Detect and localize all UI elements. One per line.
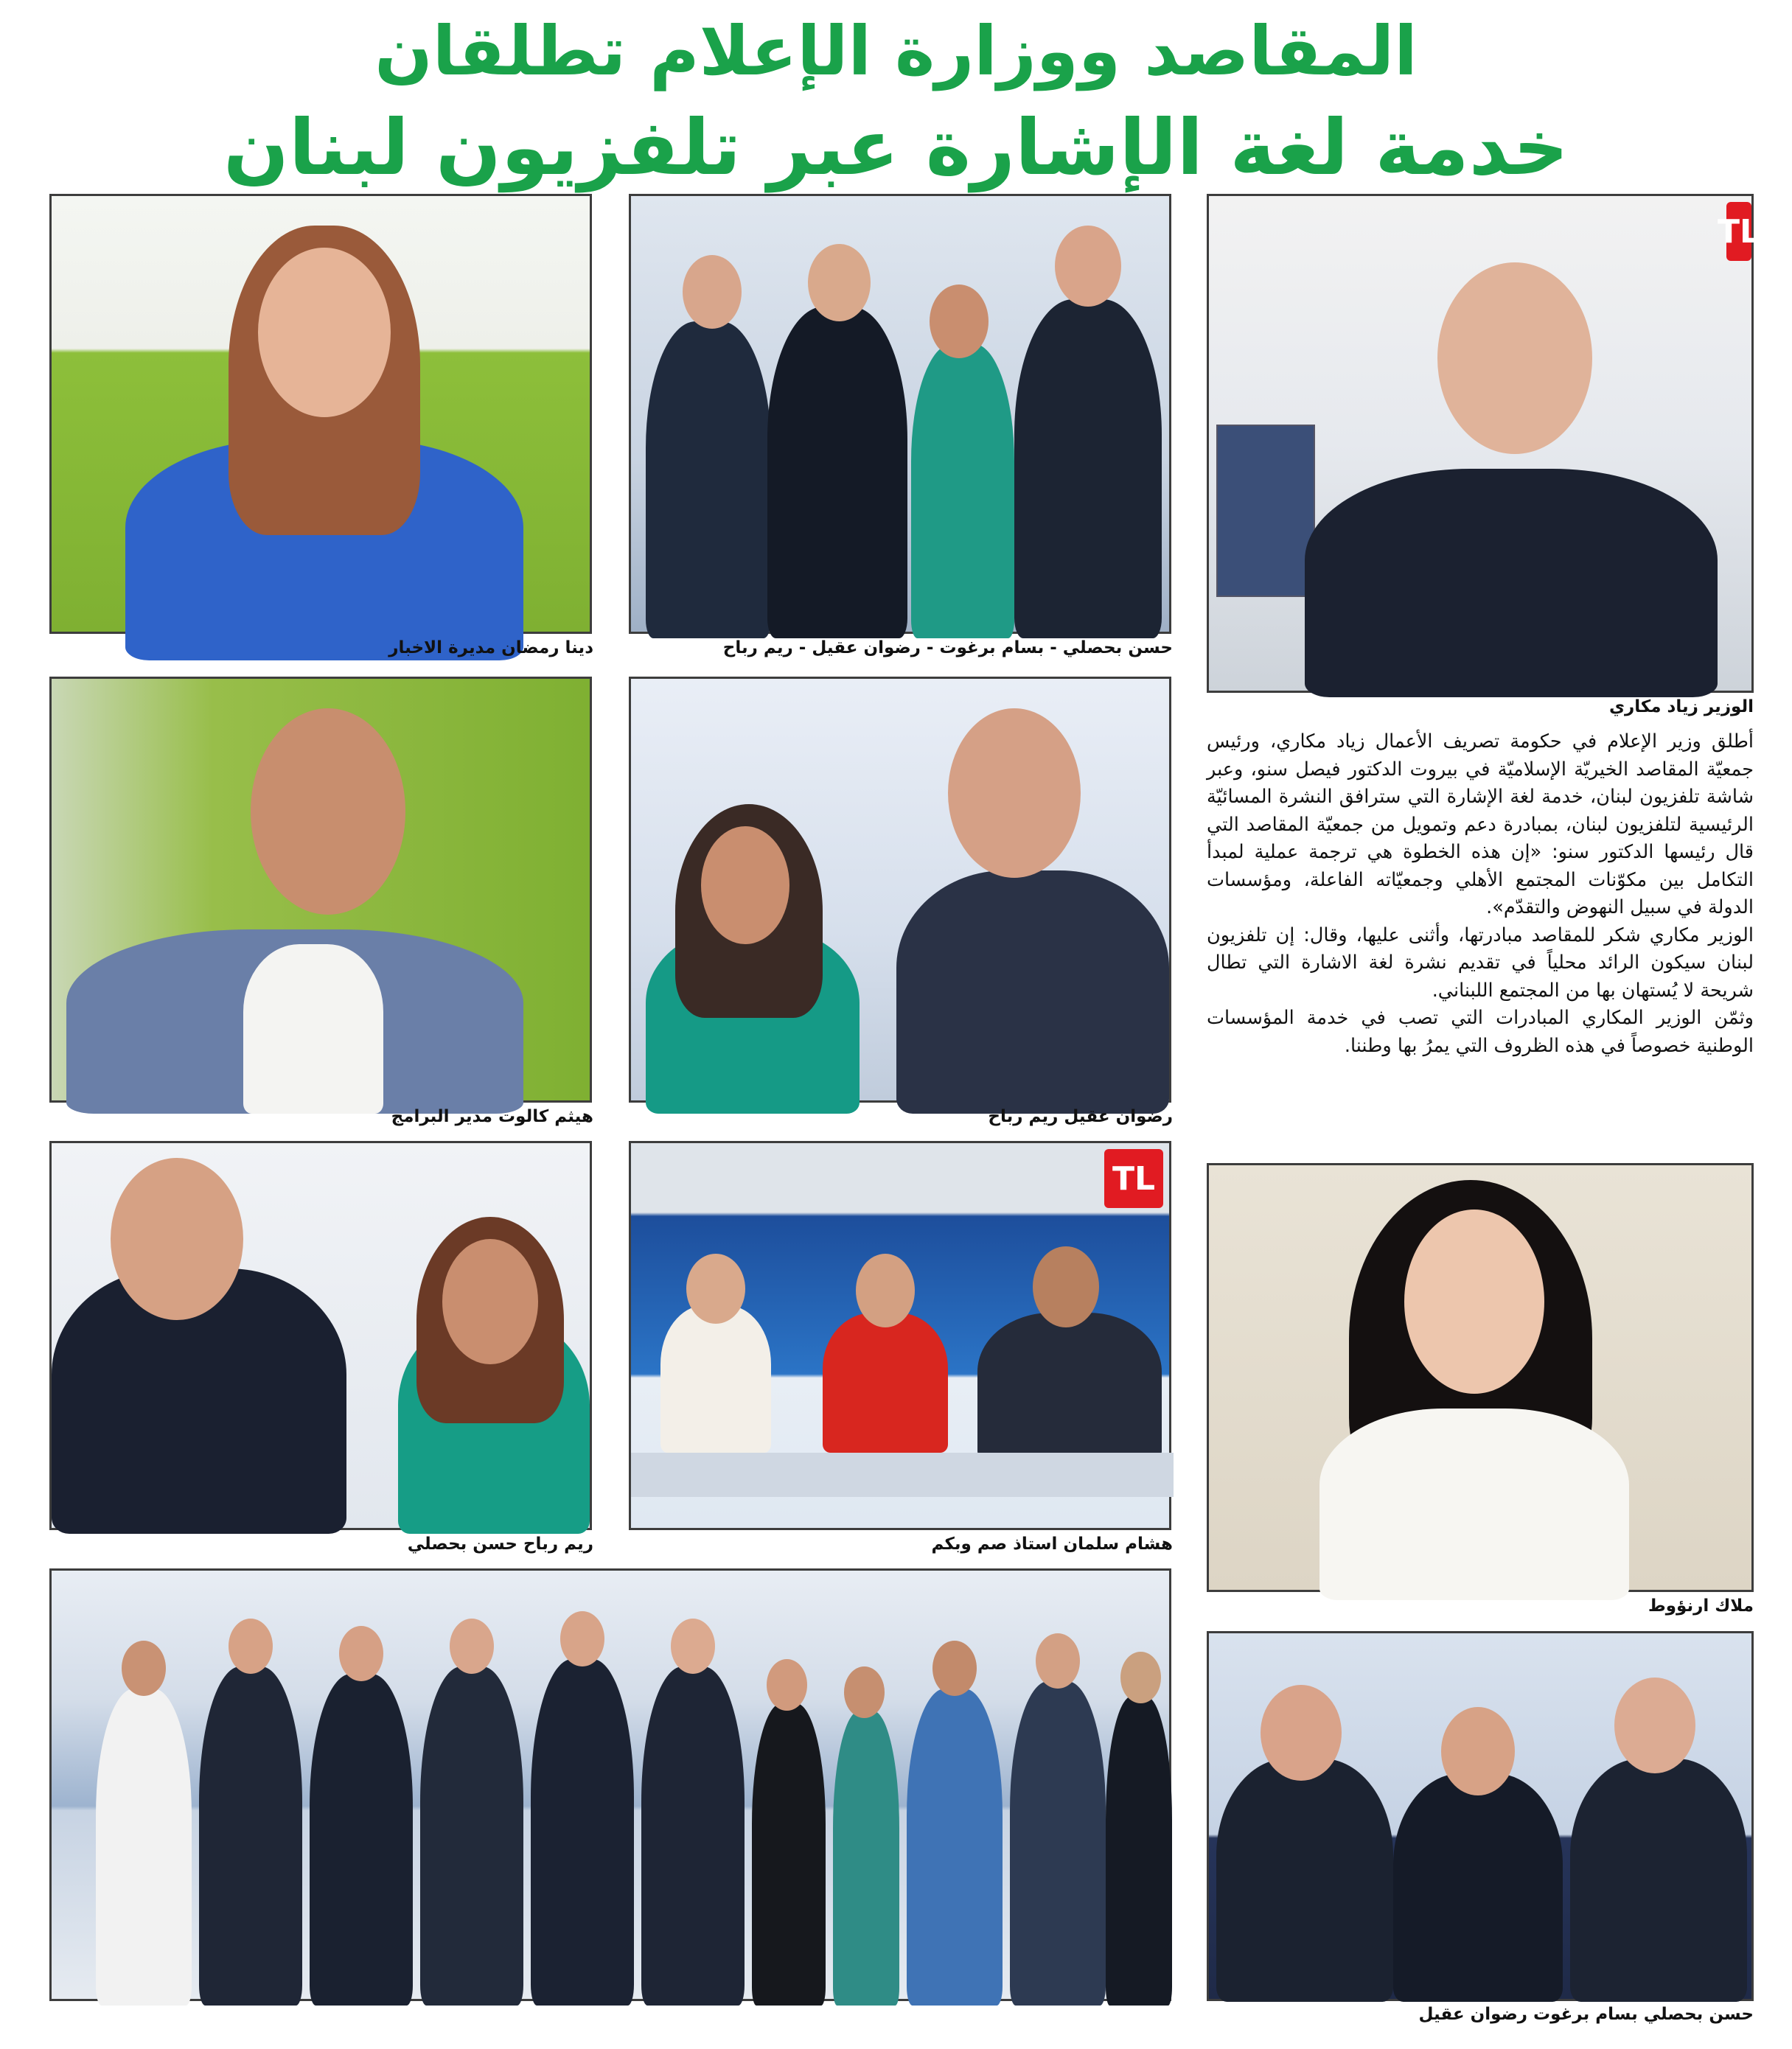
- person-silhouette: [420, 1666, 523, 2006]
- photo-large-group: [49, 1568, 1171, 2001]
- photo-studio: [629, 1141, 1171, 1530]
- face-silhouette: [251, 708, 405, 915]
- photo-malak-arnaout: [1207, 1163, 1754, 1592]
- photo-haytham-kalout: [49, 677, 592, 1103]
- face-silhouette: [442, 1239, 538, 1364]
- photo-reem-hassan: [49, 1141, 592, 1530]
- person-silhouette: [1010, 1681, 1106, 2006]
- person-silhouette: [896, 870, 1169, 1114]
- person-silhouette: [1393, 1773, 1563, 2002]
- face-silhouette: [1033, 1246, 1099, 1327]
- photo-group-four: [629, 194, 1171, 634]
- face-silhouette: [229, 1619, 273, 1674]
- person-silhouette: [977, 1313, 1162, 1460]
- person-silhouette: [752, 1703, 826, 2006]
- person-silhouette: [907, 1689, 1003, 2006]
- face-silhouette: [932, 1641, 977, 1696]
- person-silhouette: [646, 321, 771, 638]
- person-silhouette: [1570, 1759, 1747, 2002]
- person-silhouette: [531, 1659, 634, 2006]
- face-silhouette: [1614, 1678, 1695, 1773]
- caption-radwan-reem: رضوان عقيل ريم رباح: [988, 1107, 1173, 1126]
- face-silhouette: [339, 1626, 383, 1681]
- face-silhouette: [856, 1254, 915, 1327]
- face-silhouette: [1437, 262, 1592, 454]
- caption-malak-arnaout: ملاك ارنؤوط: [1648, 1596, 1754, 1616]
- person-silhouette: [660, 1305, 771, 1453]
- person-silhouette: [833, 1711, 899, 2006]
- shirt-silhouette: [243, 944, 383, 1114]
- face-silhouette: [844, 1666, 885, 1718]
- face-silhouette: [1404, 1209, 1544, 1394]
- caption-studio: هشام سلمان استاذ صم وبكم: [931, 1535, 1173, 1554]
- caption-minister: الوزير زياد مكاري: [1608, 697, 1754, 716]
- photo-radwan-reem: [629, 677, 1171, 1103]
- photo-minister: [1207, 194, 1761, 693]
- article-paragraph: وثمّن الوزير المكاري المبادرات التي تصب في خدمة المؤسسات الوطنية خصوصاً في هذه الظروف التي يمرُ بها وطننا.: [1207, 1007, 1754, 1057]
- headline-line-1: المقاصد ووزارة الإعلام تطلقان: [374, 12, 1418, 91]
- photo-dina-ramadan: [49, 194, 592, 634]
- face-silhouette: [683, 255, 742, 329]
- person-silhouette: [1305, 469, 1718, 697]
- person-silhouette: [1106, 1696, 1172, 2006]
- photo-three-seated: [1207, 1631, 1754, 2001]
- caption-three-seated: حسن بحصلي بسام برغوت رضوان عقيل: [1418, 2005, 1754, 2024]
- person-silhouette: [96, 1689, 192, 2006]
- face-silhouette: [686, 1254, 745, 1324]
- face-silhouette: [1261, 1685, 1342, 1781]
- person-silhouette: [1319, 1409, 1629, 1600]
- person-silhouette: [1216, 1759, 1393, 2002]
- tl-logo-icon: TL: [1104, 1149, 1163, 1208]
- inset-screen: [1216, 425, 1315, 597]
- face-silhouette: [701, 826, 789, 944]
- headline-line-2: خدمة لغة الإشارة عبر تلفزيون لبنان: [223, 102, 1569, 192]
- face-silhouette: [258, 248, 391, 417]
- caption-group-four: حسن بحصلي - بسام برغوت - رضوان عقيل - ريم رباح: [722, 638, 1173, 657]
- face-silhouette: [560, 1611, 604, 1666]
- news-desk: [631, 1453, 1174, 1497]
- face-silhouette: [111, 1158, 243, 1320]
- face-silhouette: [122, 1641, 166, 1696]
- face-silhouette: [1441, 1707, 1515, 1795]
- person-silhouette: [199, 1666, 302, 2006]
- person-silhouette: [767, 307, 907, 638]
- person-silhouette: [911, 343, 1014, 638]
- caption-haytham-kalout: هيثم كالوت مدير البرامج: [391, 1107, 593, 1126]
- person-silhouette: [823, 1313, 948, 1453]
- face-silhouette: [948, 708, 1081, 878]
- article-paragraph: أطلق وزير الإعلام في حكومة تصريف الأعمال زياد مكاري، ورئيس جمعيّة المقاصد الخيريّة الإسلاميّة في بيروت الدكتور فيصل سنو، وعبر شاشة تلفزيون لبنان، خدمة لغة الإشارة التي سترافق النشرة المسائيّة الرئيسية لتلفزيون لبنان، بمبادرة دعم وتمويل من جمعيّة المقاصد التي قال رئيسها الدكتور سنو: «إن هذه الخطوة هي ترجمة عملية لمبدأ التكامل بين مكوّنات المجتمع الأهلي وجمعيّاته الفاعلة، ومؤسسات الدولة في سبيل النهوض والتقدّم».: [1207, 730, 1754, 918]
- face-silhouette: [930, 285, 989, 358]
- person-silhouette: [310, 1674, 413, 2006]
- face-silhouette: [1120, 1652, 1161, 1703]
- caption-dina-ramadan: دينا رمضان مديرة الاخبار: [388, 638, 593, 657]
- person-silhouette: [1014, 299, 1162, 638]
- person-silhouette: [641, 1666, 745, 2006]
- face-silhouette: [450, 1619, 494, 1674]
- face-silhouette: [1036, 1633, 1080, 1689]
- article-paragraph: الوزير مكاري شكر للمقاصد مبادرتها، وأثنى عليها، وقال: إن تلفزيون لبنان سيكون الرائد محلياً في تقديم نشرة لغة الاشارة التي تطال شريحة لا يُستهان بها من المجتمع اللبناني.: [1207, 924, 1754, 1002]
- tl-logo-icon: TL: [1726, 202, 1751, 261]
- caption-reem-hassan: ريم رباح حسن بحصلي: [407, 1535, 593, 1554]
- face-silhouette: [808, 244, 871, 321]
- face-silhouette: [671, 1619, 715, 1674]
- article-body: [1207, 728, 1754, 1148]
- face-silhouette: [1055, 226, 1121, 307]
- face-silhouette: [767, 1659, 807, 1711]
